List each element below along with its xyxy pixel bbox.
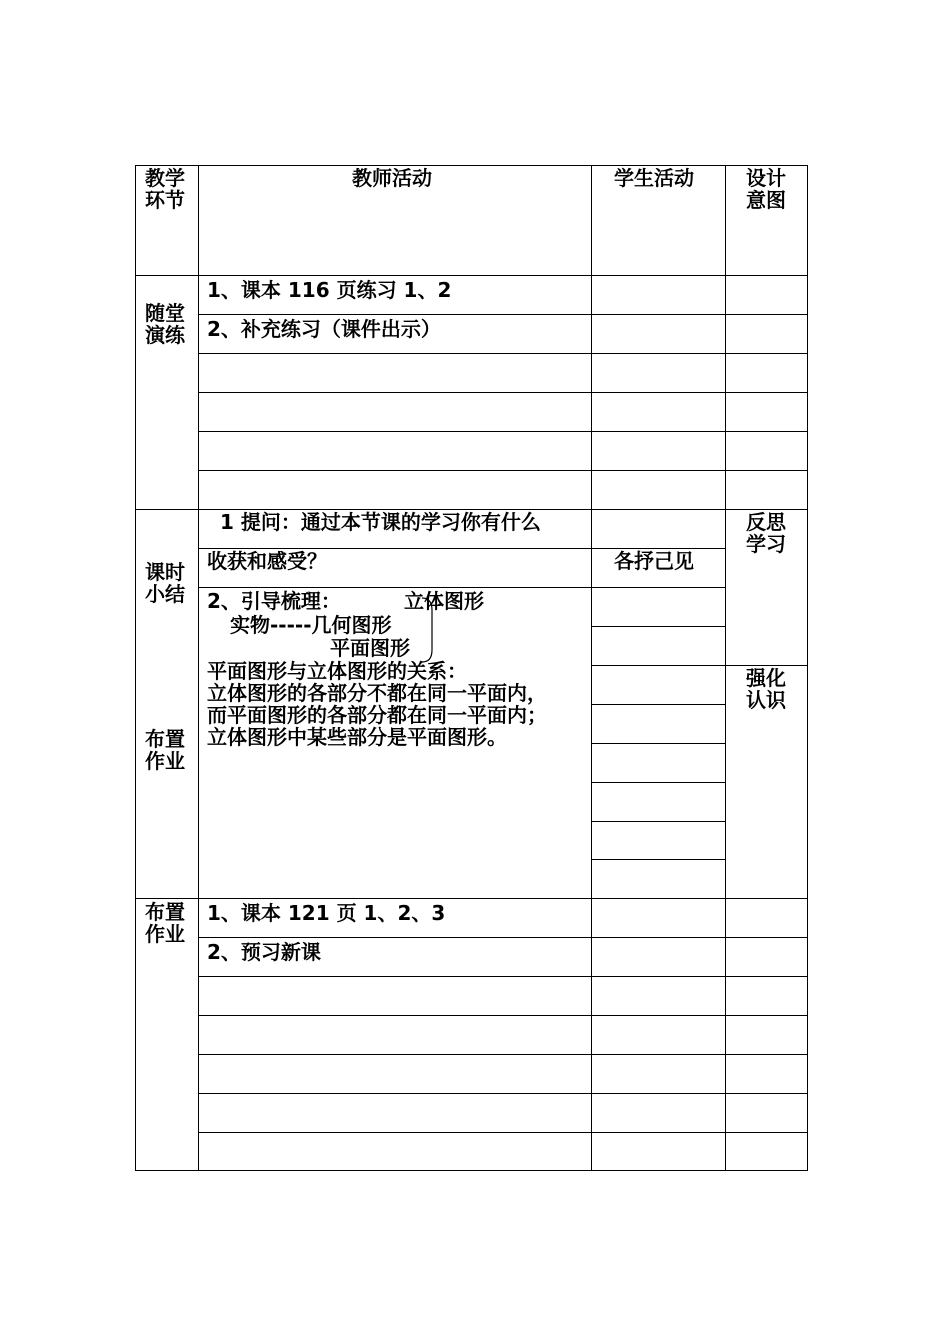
homework-item-1: 1、课本 121 页 1、2、3 <box>207 901 446 925</box>
objects-label: 实物-----几何图形 <box>230 613 392 637</box>
practice-item-1: 1、课本 116 页练习 1、2 <box>207 278 452 302</box>
summary-label: 课时 小结 <box>145 560 185 606</box>
summary-student-line <box>591 626 726 627</box>
table-border-left <box>135 165 136 1171</box>
row-sep-header <box>135 275 808 276</box>
summary-student-line <box>591 859 726 860</box>
header-student: 学生活动 <box>614 166 694 190</box>
homework-item-2: 2、预习新课 <box>207 940 321 964</box>
row-sep-summary <box>135 898 808 899</box>
table-border-right <box>807 165 808 1171</box>
summary-student-line <box>591 704 726 705</box>
practice-row-line <box>198 431 808 432</box>
table-border-top <box>135 165 808 166</box>
plane-figure-label: 平面图形 <box>330 636 410 660</box>
classification-brace <box>418 596 442 666</box>
summary-student-line <box>591 821 726 822</box>
practice-row-line <box>198 314 808 315</box>
summary-question-1b: 收获和感受？ <box>207 549 327 573</box>
summary-question-1a: 1 提问：通过本节课的学习你有什么 <box>220 510 541 534</box>
intent-strengthen: 强化 认识 <box>746 666 786 712</box>
summary-question-2: 2、引导梳理： <box>207 589 341 613</box>
relation-text: 平面图形与立体图形的关系： 立体图形的各部分不都在同一平面内， 而平面图形的各部分都在同一平面内； 立体图形中某些部分是平面图形。 <box>207 659 547 749</box>
practice-item-2: 2、补充练习（课件出示） <box>207 317 441 341</box>
summary-student-line <box>591 782 726 783</box>
practice-row-line <box>198 353 808 354</box>
header-design: 设计 意图 <box>746 166 786 212</box>
student-reply: 各抒己见 <box>614 549 694 573</box>
homework-row-line <box>198 1015 808 1016</box>
homework-row-line <box>198 937 808 938</box>
intent-reflect: 反思 学习 <box>746 510 786 556</box>
homework-row-line <box>198 1132 808 1133</box>
practice-row-line <box>198 392 808 393</box>
col-sep-1 <box>198 165 199 1171</box>
homework-row-line <box>198 1093 808 1094</box>
practice-label: 随堂 演练 <box>145 301 185 347</box>
practice-row-line <box>198 470 808 471</box>
summary-label-homework: 布置 作业 <box>145 727 185 773</box>
homework-label: 布置 作业 <box>145 900 185 946</box>
header-stage: 教学 环节 <box>145 166 185 212</box>
solid-figure-label: 立体图形 <box>404 589 484 613</box>
col-sep-2 <box>591 165 592 1171</box>
col-sep-3 <box>725 165 726 1171</box>
homework-row-line <box>198 976 808 977</box>
summary-student-line <box>591 743 726 744</box>
homework-row-line <box>198 1054 808 1055</box>
table-border-bottom <box>135 1170 808 1171</box>
header-teacher: 教师活动 <box>352 166 432 190</box>
summary-row-line <box>198 587 726 588</box>
